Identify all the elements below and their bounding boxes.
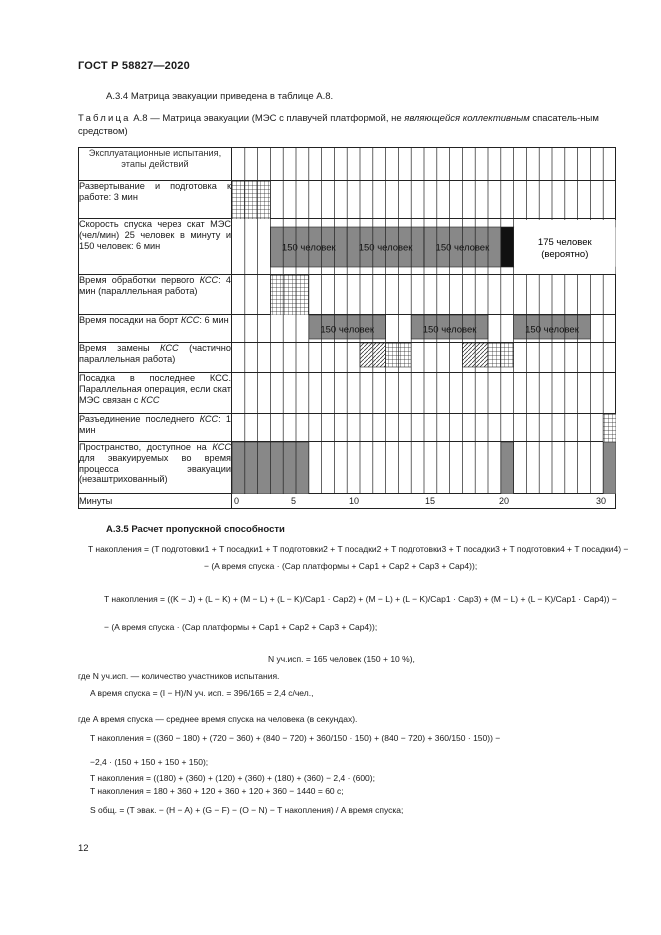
tick-label: 15 [425,496,436,506]
caption-text-b: спасатель-ным средством) [78,113,599,137]
row-label-b: (частично параллельная работа) [79,343,231,364]
grid-cell [232,181,616,219]
section-a35-title: А.3.5 Расчет пропускной способности [106,524,285,535]
bar-label: 150 человек [281,242,336,254]
formula-f2-line2: − (A время спуска · (Cap платформы + Cap1 + Cap2 + Cap3 + Cap4)); [104,622,378,632]
row-timeline [232,414,616,442]
formula-a-def: где A время спуска — среднее время спуска на человека (в секундах). [78,714,358,724]
row-timeline [232,315,616,343]
standard-designation: ГОСТ Р 58827—2020 [78,60,190,72]
row-timeline [232,442,616,494]
formula-n-participants: N уч.исп. = 165 человек (150 + 10 %), [268,654,415,664]
formula-f1-line2: − (A время спуска · (Cap платформы + Cap1 + Cap2 + Cap3 + Cap4)); [204,561,478,571]
caption-number: А.8 [133,113,148,124]
timeline-block [270,275,308,315]
row-timeline [232,181,616,219]
caption-text-italic: являющейся коллективным [404,113,530,124]
bar-label: 150 человек [422,324,477,336]
row-label [79,315,232,343]
row-label-i: КСС [199,414,219,424]
row-timeline [232,275,616,315]
row-label-b: для эвакуируемых во время процесса эвакуации (незаштрихованный) [79,452,231,485]
formula-t-line2: −2,4 · (150 + 150 + 150 + 150); [90,757,209,767]
row-timeline [232,148,616,181]
evacuation-matrix-table [78,147,616,509]
matrix-header: Эксплуатационные испытания, этапы действий [79,148,232,181]
grid-cell [232,219,616,275]
formula-a: A время спуска = (I − H)/N уч. исп. = 396/165 = 2,4 с/чел., [90,688,314,698]
formula-t-line1: T накопления = ((360 − 180) + (720 − 360) + (840 − 720) + 360/150 · 150) + (840 − 720) + 360/150 · 150)) − [90,733,501,743]
note-text: 175 человек [537,237,592,248]
grid-cell [232,315,616,343]
row-label-i: КСС [140,394,160,405]
row-label-b: : 4 мин (параллельная работа) [79,275,231,296]
row-label-a: Пространство, доступное на [79,442,213,452]
caption-label: Таблица [78,113,131,124]
formula-f1-line1: T накопления = (T подготовки1 + T посадки1 + T подготовки2 + T посадки2 + T подготовки3 + T посадки3 + T подготовки4 + T посадки4) − [88,544,629,554]
row-label [79,442,232,494]
row-label-a: Время посадки на борт [79,315,181,325]
tick-label: 0 [234,496,240,506]
bar-label: 150 человек [525,324,579,336]
row-label: Скорость спуска через скат МЭС (чел/мин) 25 человек в минуту и 150 человек: 6 мин [79,219,232,275]
row-label [79,275,232,315]
row-label [79,414,232,442]
row-label-i: КСС [180,315,200,325]
timeline-block [501,227,514,267]
row-label-b: : 6 мин [199,315,229,325]
row-label-a: Разъединение последнего [79,414,200,424]
grid-cell [232,275,616,315]
grid-cell [232,343,616,373]
grid-cell [232,442,616,494]
row-label-b: : 1 мин [79,414,232,435]
timeline-block [603,414,616,442]
row-timeline [232,343,616,373]
page-number: 12 [78,843,89,854]
caption-text-a: — Матрица эвакуации (МЭС с плавучей платформой, не [147,113,405,124]
formula-s: S общ. = (T эвак. − (H − A) + (G − F) − (O − N) − T накопления) / A время спуска; [90,805,404,815]
bar-label: 150 человек [435,242,490,254]
bar-label: 150 человек [358,242,413,254]
row-timeline [232,373,616,414]
row-label-i: КСС [160,343,179,353]
tick-label: 5 [291,496,297,506]
row-label-a: Посадка в последнее КСС. Параллельная операция, если скат МЭС связан с [79,373,231,405]
tick-label: 10 [349,496,360,506]
tick-label: 20 [499,496,510,506]
formula-t-line4: T накопления = 180 + 360 + 120 + 360 + 120 + 360 − 1440 = 60 с; [90,786,344,796]
formula-f2-line1: T накопления = ((K − J) + (L − K) + (M − L) + (L − K)/Cap1 · Cap2) + (M − L) + (L − K)/Cap1 · Cap3) + (M − L) + (L − K)/Cap1 · Cap4)) − [104,594,617,604]
section-a34-text: А.3.4 Матрица эвакуации приведена в таблице А.8. [106,91,334,102]
tick-label: 30 [596,496,607,506]
row-label [79,373,232,414]
grid-cell [232,148,616,181]
grid-cell [232,373,616,414]
note-text: (вероятно) [541,249,589,260]
timeline-block [232,181,270,219]
grid-cell [232,414,616,442]
row-label-i: КСС [212,442,231,452]
row-label: Развертывание и подготовка к работе: 3 мин [79,181,232,219]
row-label [79,343,232,373]
table-caption [78,113,616,138]
bar-label: 150 человек [320,324,375,336]
row-label-a: Время замены [79,343,161,353]
timeline-block [501,442,514,494]
formula-t-line3: T накопления = ((180) + (360) + (120) + (360) + (180) + (360) − 2,4 · (600); [90,773,375,783]
minutes-scale [232,494,616,509]
timeline-block [603,442,616,494]
scale-label: Минуты [79,494,232,509]
row-label-i: КСС [199,275,219,285]
row-label-a: Время обработки первого [79,275,200,285]
formula-n-def: где N уч.исп. — количество участников испытания. [78,671,280,681]
row-timeline [232,219,616,275]
